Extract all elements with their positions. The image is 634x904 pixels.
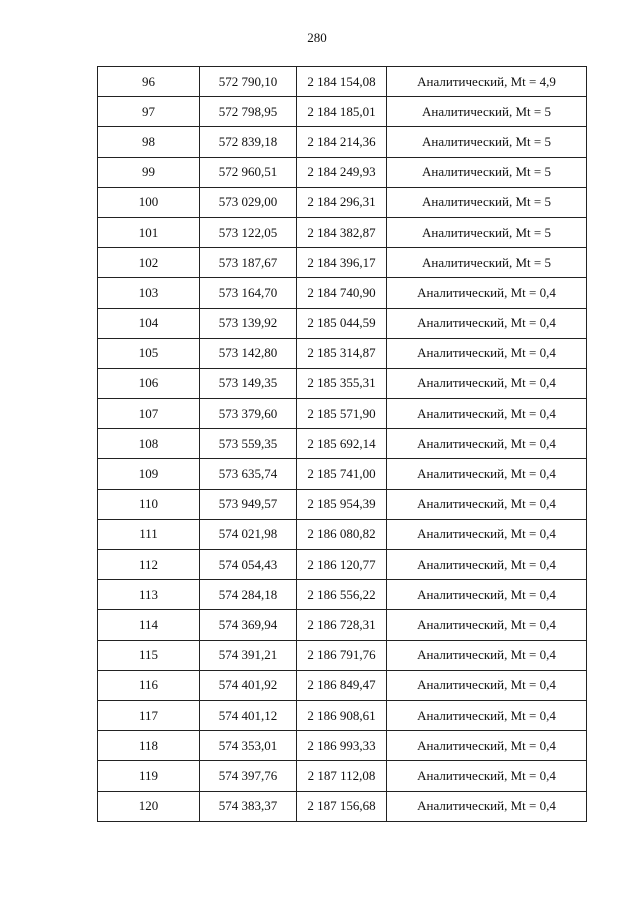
y-coordinate-cell: 2 185 954,39 [297, 489, 387, 519]
method-cell: Аналитический, Mt = 0,4 [387, 670, 587, 700]
y-coordinate-cell: 2 185 741,00 [297, 459, 387, 489]
method-cell: Аналитический, Mt = 0,4 [387, 459, 587, 489]
x-coordinate-cell: 573 122,05 [200, 217, 297, 247]
x-coordinate-cell: 572 839,18 [200, 127, 297, 157]
table-row [98, 670, 587, 700]
x-coordinate-cell: 574 401,12 [200, 700, 297, 730]
y-coordinate-cell: 2 186 791,76 [297, 640, 387, 670]
x-coordinate-cell: 573 559,35 [200, 429, 297, 459]
x-coordinate-cell: 573 635,74 [200, 459, 297, 489]
point-number-cell: 106 [98, 368, 200, 398]
method-cell: Аналитический, Mt = 5 [387, 97, 587, 127]
table-row [98, 580, 587, 610]
method-cell: Аналитический, Mt = 0,4 [387, 550, 587, 580]
point-number-cell: 111 [98, 519, 200, 549]
table-row [98, 731, 587, 761]
method-cell: Аналитический, Mt = 5 [387, 187, 587, 217]
table-row [98, 368, 587, 398]
x-coordinate-cell: 574 353,01 [200, 731, 297, 761]
point-number-cell: 119 [98, 761, 200, 791]
point-number-cell: 100 [98, 187, 200, 217]
method-cell: Аналитический, Mt = 0,4 [387, 308, 587, 338]
x-coordinate-cell: 572 798,95 [200, 97, 297, 127]
point-number-cell: 96 [98, 67, 200, 97]
table-row [98, 550, 587, 580]
point-number-cell: 110 [98, 489, 200, 519]
method-cell: Аналитический, Mt = 0,4 [387, 429, 587, 459]
point-number-cell: 114 [98, 610, 200, 640]
point-number-cell: 109 [98, 459, 200, 489]
table-row [98, 217, 587, 247]
x-coordinate-cell: 574 054,43 [200, 550, 297, 580]
y-coordinate-cell: 2 184 296,31 [297, 187, 387, 217]
x-coordinate-cell: 573 149,35 [200, 368, 297, 398]
x-coordinate-cell: 573 187,67 [200, 248, 297, 278]
x-coordinate-cell: 573 142,80 [200, 338, 297, 368]
point-number-cell: 113 [98, 580, 200, 610]
point-number-cell: 97 [98, 97, 200, 127]
point-number-cell: 102 [98, 248, 200, 278]
x-coordinate-cell: 573 379,60 [200, 399, 297, 429]
method-cell: Аналитический, Mt = 0,4 [387, 791, 587, 821]
y-coordinate-cell: 2 186 849,47 [297, 670, 387, 700]
method-cell: Аналитический, Mt = 0,4 [387, 399, 587, 429]
y-coordinate-cell: 2 185 571,90 [297, 399, 387, 429]
table-row [98, 248, 587, 278]
y-coordinate-cell: 2 184 396,17 [297, 248, 387, 278]
method-cell: Аналитический, Mt = 0,4 [387, 489, 587, 519]
y-coordinate-cell: 2 185 044,59 [297, 308, 387, 338]
method-cell: Аналитический, Mt = 5 [387, 217, 587, 247]
method-cell: Аналитический, Mt = 0,4 [387, 278, 587, 308]
y-coordinate-cell: 2 186 728,31 [297, 610, 387, 640]
y-coordinate-cell: 2 184 382,87 [297, 217, 387, 247]
table-row [98, 157, 587, 187]
point-number-cell: 98 [98, 127, 200, 157]
y-coordinate-cell: 2 186 993,33 [297, 731, 387, 761]
table-row [98, 67, 587, 97]
x-coordinate-cell: 574 401,92 [200, 670, 297, 700]
method-cell: Аналитический, Mt = 5 [387, 157, 587, 187]
point-number-cell: 105 [98, 338, 200, 368]
point-number-cell: 116 [98, 670, 200, 700]
x-coordinate-cell: 572 790,10 [200, 67, 297, 97]
table-row [98, 338, 587, 368]
method-cell: Аналитический, Mt = 0,4 [387, 519, 587, 549]
x-coordinate-cell: 574 021,98 [200, 519, 297, 549]
table-row [98, 791, 587, 821]
method-cell: Аналитический, Mt = 5 [387, 127, 587, 157]
y-coordinate-cell: 2 185 314,87 [297, 338, 387, 368]
method-cell: Аналитический, Mt = 0,4 [387, 610, 587, 640]
page-number: 280 [307, 30, 327, 45]
method-cell: Аналитический, Mt = 0,4 [387, 338, 587, 368]
table-row [98, 489, 587, 519]
table-row [98, 97, 587, 127]
table-row [98, 519, 587, 549]
point-number-cell: 99 [98, 157, 200, 187]
method-cell: Аналитический, Mt = 5 [387, 248, 587, 278]
point-number-cell: 108 [98, 429, 200, 459]
method-cell: Аналитический, Mt = 4,9 [387, 67, 587, 97]
y-coordinate-cell: 2 185 692,14 [297, 429, 387, 459]
y-coordinate-cell: 2 187 112,08 [297, 761, 387, 791]
y-coordinate-cell: 2 184 214,36 [297, 127, 387, 157]
coordinates-table [97, 66, 587, 822]
point-number-cell: 115 [98, 640, 200, 670]
table-row [98, 459, 587, 489]
method-cell: Аналитический, Mt = 0,4 [387, 640, 587, 670]
y-coordinate-cell: 2 184 740,90 [297, 278, 387, 308]
y-coordinate-cell: 2 186 120,77 [297, 550, 387, 580]
x-coordinate-cell: 573 139,92 [200, 308, 297, 338]
table-row [98, 640, 587, 670]
point-number-cell: 120 [98, 791, 200, 821]
point-number-cell: 103 [98, 278, 200, 308]
point-number-cell: 118 [98, 731, 200, 761]
y-coordinate-cell: 2 184 154,08 [297, 67, 387, 97]
x-coordinate-cell: 573 949,57 [200, 489, 297, 519]
point-number-cell: 101 [98, 217, 200, 247]
y-coordinate-cell: 2 186 908,61 [297, 700, 387, 730]
point-number-cell: 117 [98, 700, 200, 730]
table-row [98, 278, 587, 308]
point-number-cell: 107 [98, 399, 200, 429]
method-cell: Аналитический, Mt = 0,4 [387, 731, 587, 761]
point-number-cell: 104 [98, 308, 200, 338]
y-coordinate-cell: 2 187 156,68 [297, 791, 387, 821]
y-coordinate-cell: 2 186 556,22 [297, 580, 387, 610]
table-row [98, 187, 587, 217]
x-coordinate-cell: 574 284,18 [200, 580, 297, 610]
y-coordinate-cell: 2 186 080,82 [297, 519, 387, 549]
x-coordinate-cell: 573 164,70 [200, 278, 297, 308]
y-coordinate-cell: 2 184 185,01 [297, 97, 387, 127]
point-number-cell: 112 [98, 550, 200, 580]
table-row [98, 308, 587, 338]
x-coordinate-cell: 574 397,76 [200, 761, 297, 791]
x-coordinate-cell: 572 960,51 [200, 157, 297, 187]
method-cell: Аналитический, Mt = 0,4 [387, 580, 587, 610]
table-row [98, 700, 587, 730]
x-coordinate-cell: 574 383,37 [200, 791, 297, 821]
y-coordinate-cell: 2 184 249,93 [297, 157, 387, 187]
table-row [98, 127, 587, 157]
method-cell: Аналитический, Mt = 0,4 [387, 761, 587, 791]
method-cell: Аналитический, Mt = 0,4 [387, 700, 587, 730]
x-coordinate-cell: 573 029,00 [200, 187, 297, 217]
x-coordinate-cell: 574 369,94 [200, 610, 297, 640]
table-row [98, 399, 587, 429]
table-row [98, 429, 587, 459]
x-coordinate-cell: 574 391,21 [200, 640, 297, 670]
y-coordinate-cell: 2 185 355,31 [297, 368, 387, 398]
coordinates-table-body [98, 67, 587, 822]
table-row [98, 610, 587, 640]
table-row [98, 761, 587, 791]
method-cell: Аналитический, Mt = 0,4 [387, 368, 587, 398]
